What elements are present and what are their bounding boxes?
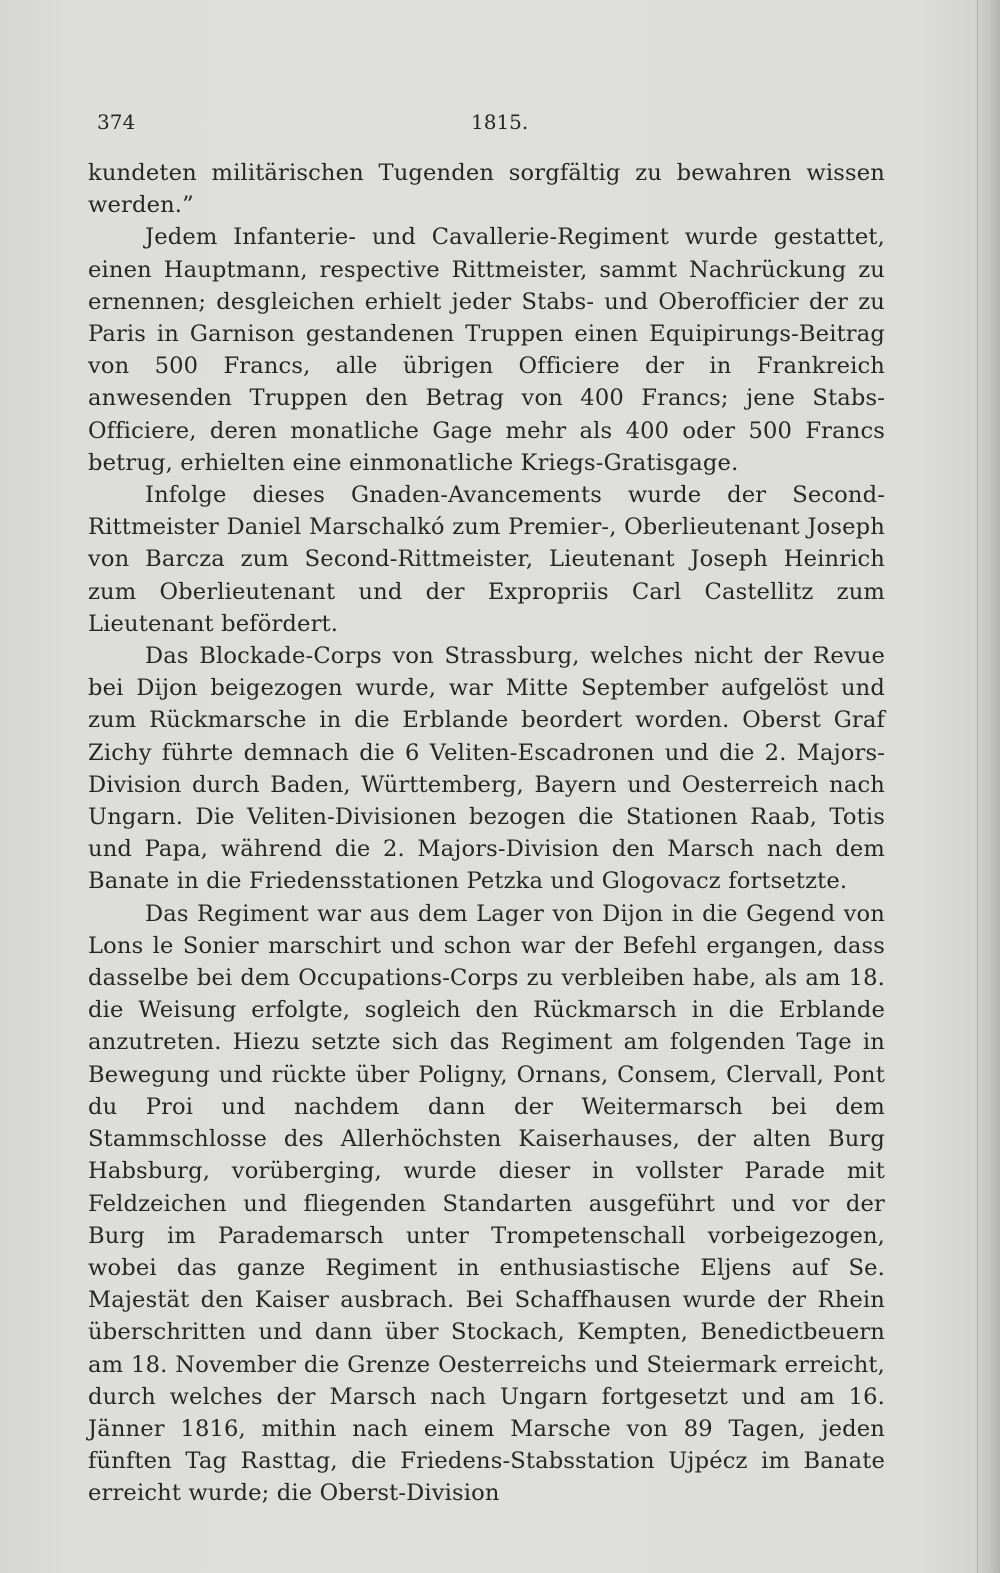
paragraph-continuation: kundeten militärischen Tugenden sorgfältig zu bewahren wissen werden.”	[88, 160, 885, 219]
body-text	[88, 157, 885, 1510]
page-edge-line	[977, 0, 978, 1573]
paragraph-promotions-grant: Jedem Infanterie- und Cavallerie-Regiment wurde gestattet, einen Hauptmann, respective Rittmeister, sammt Nachrückung zu ernennen; desgleichen erhielt jeder Stabs- und Oberofficier der zu Paris in Garnison gestandenen Truppen einen Equipirungs-Beitrag von 500 Francs, alle übrigen Officiere der in Frankreich anwesenden Truppen den Betrag von 400 Francs; jene Stabs-Officiere, deren monatliche Gage mehr als 400 oder 500 Francs betrug, erhielten eine einmonatliche Kriegs-Gratisgage.	[88, 224, 885, 476]
paragraph-avancements: Infolge dieses Gnaden-Avancements wurde der Second-Rittmeister Daniel Marschalkó zum Premier-, Oberlieutenant Joseph von Barcza zum Second-Rittmeister, Lieutenant Joseph Heinrich zum Oberlieutenant und der Expropriis Carl Castellitz zum Lieutenant befördert.	[88, 482, 885, 637]
running-head-year: 1815.	[471, 110, 529, 134]
paragraph-regiment-march: Das Regiment war aus dem Lager von Dijon in die Gegend von Lons le Sonier marschirt und schon war der Befehl ergangen, dass dasselbe bei dem Occupations-Corps zu verbleiben habe, als am 18. die Weisung erfolgte, sogleich den Rückmarsch in die Erblande anzutreten. Hiezu setzte sich das Regiment am folgenden Tage in Bewegung und rückte über Poligny, Ornans, Consem, Clervall, Pont du Proi und nachdem dann der Weitermarsch bei dem Stammschlosse des Allerhöchsten Kaiserhauses, der alten Burg Habsburg, vorüberging, wurde dieser in vollster Parade mit Feldzeichen und fliegenden Standarten ausgeführt und vor der Burg im Parademarsch unter Trompetenschall vorbeigezogen, wobei das ganze Regiment in enthusiastische Eljens auf Se. Majestät den Kaiser ausbrach. Bei Schaffhausen wurde der Rhein überschritten und dann über Stockach, Kempten, Benedictbeuern am 18. November die Grenze Oesterreichs und Steiermark erreicht, durch welches der Marsch nach Ungarn fortgesetzt und am 16. Jänner 1816, mithin nach einem Marsche von 89 Tagen, jeden fünften Tag Rasttag, die Friedens-Stabsstation Ujpécz im Banate erreicht wurde; die Oberst-Division	[88, 900, 885, 1507]
paragraph-blockade-corps: Das Blockade-Corps von Strassburg, welches nicht der Revue bei Dijon beigezogen wurde, war Mitte September aufgelöst und zum Rückmarsche in die Erblande beordert worden. Oberst Graf Zichy führte demnach die 6 Veliten-Escadronen und die 2. Majors-Division durch Baden, Württemberg, Bayern und Oesterreich nach Ungarn. Die Veliten-Divisionen bezogen die Stationen Raab, Totis und Papa, während die 2. Majors-Division den Marsch nach dem Banate in die Friedensstationen Petzka und Glogovacz fortsetzte.	[88, 643, 885, 895]
page-number: 374	[97, 110, 136, 134]
page-header	[97, 110, 887, 140]
